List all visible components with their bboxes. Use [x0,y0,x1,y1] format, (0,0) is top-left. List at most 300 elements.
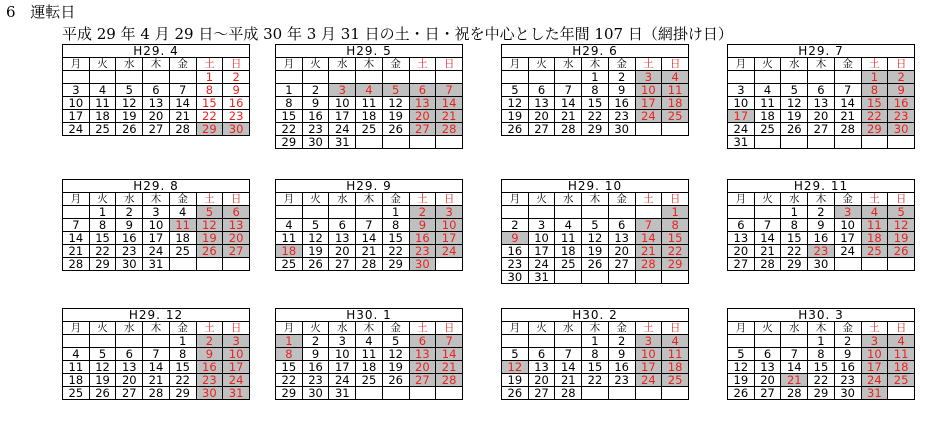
day-cell: 14 [834,97,861,110]
day-cell: 7 [834,84,861,97]
day-cell: 2 [834,335,861,348]
day-cell: 7 [143,348,170,361]
day-cell: 24 [528,258,555,271]
weekday-header: 月 [63,58,90,71]
day-cell: 8 [89,219,116,232]
section-title: 運転日 [30,3,76,21]
day-cell: 4 [63,348,90,361]
month-title: H29. 4 [62,44,250,57]
day-cell [728,71,755,84]
day-cell: 13 [329,232,356,245]
day-cell: 25 [662,110,689,123]
day-cell: 6 [116,348,143,361]
day-cell: 24 [436,245,463,258]
day-cell [808,136,835,149]
day-cell: 13 [409,97,436,110]
day-cell: 15 [861,97,888,110]
day-cell: 4 [555,219,582,232]
day-cell: 15 [808,361,835,374]
weekday-header: 水 [116,193,143,206]
day-cell [502,206,529,219]
weekday-header: 金 [834,322,861,335]
day-cell: 13 [528,97,555,110]
day-cell [555,71,582,84]
day-cell: 22 [662,245,689,258]
day-cell: 10 [635,84,662,97]
day-cell [356,206,383,219]
day-cell: 12 [302,232,329,245]
period-description: 平成 29 年 4 月 29 日～平成 30 年 3 月 31 日の土・日・祝を中心とした年間 107 日（網掛け日） [62,25,733,43]
day-cell: 9 [409,219,436,232]
day-cell: 5 [582,219,609,232]
day-cell: 25 [861,245,888,258]
day-cell: 12 [502,97,529,110]
day-cell: 26 [728,387,755,400]
day-cell: 23 [608,110,635,123]
day-cell: 24 [861,374,888,387]
day-cell: 19 [382,110,409,123]
day-cell: 31 [528,271,555,284]
day-cell: 13 [223,219,250,232]
day-cell: 16 [302,110,329,123]
day-cell: 22 [196,110,223,123]
weekday-header: 火 [754,58,781,71]
weekday-header: 金 [382,322,409,335]
day-cell: 10 [834,219,861,232]
day-cell: 19 [89,374,116,387]
day-cell [116,335,143,348]
month-title: H29. 7 [727,44,915,57]
day-cell: 15 [582,97,609,110]
day-cell: 8 [781,219,808,232]
day-cell: 23 [409,245,436,258]
day-cell [555,206,582,219]
day-cell: 6 [143,84,170,97]
day-cell: 15 [662,232,689,245]
weekday-header: 木 [808,322,835,335]
day-cell: 25 [89,123,116,136]
day-cell [728,206,755,219]
month-title: H30. 2 [501,308,689,321]
day-cell: 1 [662,206,689,219]
day-cell: 5 [502,348,529,361]
weekday-header: 火 [302,322,329,335]
day-cell [409,136,436,149]
day-cell: 17 [635,361,662,374]
weekday-header: 日 [436,58,463,71]
day-cell [169,258,196,271]
weekday-header: 日 [223,193,250,206]
day-cell: 16 [196,361,223,374]
weekday-header: 木 [582,58,609,71]
month-calendar [501,179,689,284]
day-cell: 4 [356,84,383,97]
weekday-header: 日 [662,193,689,206]
weekday-header: 金 [382,58,409,71]
day-cell: 11 [169,219,196,232]
day-cell: 7 [169,84,196,97]
day-cell: 18 [89,110,116,123]
day-cell: 6 [728,219,755,232]
day-cell: 20 [116,374,143,387]
day-cell: 11 [89,97,116,110]
day-cell: 27 [728,258,755,271]
day-cell [608,206,635,219]
weekday-header: 日 [436,322,463,335]
day-cell: 18 [356,110,383,123]
day-cell: 27 [808,123,835,136]
day-cell: 21 [356,245,383,258]
day-cell: 22 [169,374,196,387]
day-cell [436,258,463,271]
day-cell: 27 [223,245,250,258]
weekday-header: 水 [781,193,808,206]
day-cell: 13 [754,361,781,374]
day-cell: 20 [143,110,170,123]
day-cell: 20 [223,232,250,245]
weekday-header: 木 [582,322,609,335]
day-cell: 11 [276,232,303,245]
day-cell: 5 [502,84,529,97]
weekday-header: 木 [356,322,383,335]
day-cell: 19 [502,110,529,123]
day-cell: 15 [276,110,303,123]
day-cell: 8 [276,97,303,110]
weekday-header: 月 [276,58,303,71]
day-cell: 8 [861,84,888,97]
day-cell: 29 [276,136,303,149]
day-cell: 24 [143,245,170,258]
day-cell: 13 [808,97,835,110]
day-cell: 1 [582,335,609,348]
day-cell [502,335,529,348]
day-cell: 7 [754,219,781,232]
day-cell: 30 [196,387,223,400]
weekday-header: 土 [635,193,662,206]
day-cell: 8 [808,348,835,361]
day-cell: 8 [582,84,609,97]
day-cell [528,71,555,84]
day-cell: 2 [116,206,143,219]
day-cell: 10 [223,348,250,361]
day-cell: 1 [276,335,303,348]
day-cell: 23 [302,374,329,387]
day-cell: 21 [781,374,808,387]
weekday-header: 土 [861,58,888,71]
day-cell: 2 [502,219,529,232]
day-cell: 9 [302,97,329,110]
day-cell: 4 [89,84,116,97]
day-cell: 18 [169,232,196,245]
day-cell: 25 [276,258,303,271]
day-cell: 2 [409,206,436,219]
day-cell: 27 [754,387,781,400]
day-cell: 29 [582,123,609,136]
day-cell: 24 [635,110,662,123]
day-cell: 17 [436,232,463,245]
day-cell: 26 [302,258,329,271]
day-cell [356,136,383,149]
day-cell: 8 [582,348,609,361]
day-cell [382,136,409,149]
day-cell: 19 [302,245,329,258]
weekday-header: 火 [528,58,555,71]
day-cell: 1 [89,206,116,219]
day-cell: 8 [382,219,409,232]
day-cell: 14 [143,361,170,374]
day-cell [781,71,808,84]
day-cell [329,71,356,84]
day-cell: 10 [329,348,356,361]
month-calendar [501,308,689,400]
weekday-header: 金 [608,322,635,335]
weekday-header: 木 [582,193,609,206]
month-calendar [275,179,463,271]
weekday-header: 日 [888,193,915,206]
day-cell: 5 [116,84,143,97]
day-cell: 27 [116,387,143,400]
day-cell [582,206,609,219]
day-cell: 9 [502,232,529,245]
day-cell: 29 [662,258,689,271]
day-cell: 29 [781,258,808,271]
day-cell: 17 [223,361,250,374]
day-cell [582,387,609,400]
day-cell [223,258,250,271]
day-cell: 21 [169,110,196,123]
day-cell: 20 [528,374,555,387]
day-cell: 9 [302,348,329,361]
day-cell [89,71,116,84]
weekday-header: 月 [63,193,90,206]
day-cell [834,71,861,84]
month-calendar [62,44,250,136]
day-cell: 4 [888,335,915,348]
day-cell: 11 [356,97,383,110]
day-cell: 9 [608,348,635,361]
weekday-header: 水 [781,322,808,335]
day-cell: 8 [276,348,303,361]
day-cell: 22 [582,110,609,123]
weekday-header: 土 [409,58,436,71]
day-cell: 15 [582,361,609,374]
weekday-header: 金 [169,193,196,206]
day-cell [356,387,383,400]
weekday-header: 水 [329,58,356,71]
weekday-header: 土 [635,322,662,335]
day-cell: 6 [808,84,835,97]
day-cell: 10 [329,97,356,110]
day-cell: 23 [196,374,223,387]
month-calendar [727,44,915,149]
day-cell: 15 [382,232,409,245]
month-title: H29. 11 [727,179,915,192]
day-cell: 3 [635,71,662,84]
day-cell [635,206,662,219]
day-cell: 24 [329,123,356,136]
weekday-header: 土 [861,322,888,335]
day-cell: 7 [635,219,662,232]
day-cell [382,387,409,400]
day-cell: 17 [63,110,90,123]
day-cell: 2 [302,335,329,348]
day-cell: 1 [382,206,409,219]
day-cell [436,387,463,400]
day-cell: 27 [608,258,635,271]
day-cell: 26 [196,245,223,258]
weekday-header: 木 [808,193,835,206]
day-cell [169,71,196,84]
weekday-header: 月 [276,322,303,335]
day-cell: 12 [382,348,409,361]
month-title: H29. 8 [62,179,250,192]
month-calendar [62,179,250,271]
day-cell: 31 [143,258,170,271]
day-cell: 23 [116,245,143,258]
day-cell: 4 [754,84,781,97]
day-cell: 17 [834,232,861,245]
day-cell: 24 [223,374,250,387]
day-cell [63,335,90,348]
day-cell: 25 [555,258,582,271]
day-cell: 30 [302,136,329,149]
weekday-header: 土 [196,193,223,206]
day-cell: 10 [728,97,755,110]
day-cell: 18 [861,232,888,245]
day-cell: 8 [196,84,223,97]
weekday-header: 月 [276,193,303,206]
day-cell [754,335,781,348]
day-cell: 14 [356,232,383,245]
day-cell: 6 [409,335,436,348]
day-cell: 6 [754,348,781,361]
day-cell: 28 [63,258,90,271]
weekday-header: 日 [223,58,250,71]
day-cell: 14 [169,97,196,110]
day-cell: 7 [356,219,383,232]
day-cell: 28 [555,387,582,400]
weekday-header: 火 [89,322,116,335]
day-cell: 12 [781,97,808,110]
day-cell [89,335,116,348]
weekday-header: 水 [555,58,582,71]
day-cell: 15 [276,361,303,374]
day-cell: 30 [116,258,143,271]
day-cell: 30 [608,123,635,136]
day-cell: 22 [382,245,409,258]
day-cell: 27 [409,123,436,136]
day-cell: 26 [888,245,915,258]
day-cell: 9 [223,84,250,97]
day-cell: 26 [502,123,529,136]
month-title: H29. 10 [501,179,689,192]
day-cell: 11 [662,84,689,97]
day-cell: 22 [89,245,116,258]
day-cell: 17 [861,361,888,374]
day-cell [635,123,662,136]
day-cell: 1 [276,84,303,97]
day-cell: 19 [382,361,409,374]
day-cell: 25 [63,387,90,400]
day-cell: 25 [356,374,383,387]
day-cell: 6 [608,219,635,232]
day-cell: 12 [502,361,529,374]
day-cell: 27 [528,123,555,136]
day-cell: 9 [888,84,915,97]
day-cell: 27 [409,374,436,387]
weekday-header: 月 [502,193,529,206]
day-cell: 17 [329,110,356,123]
month-calendar [727,179,915,271]
month-title: H29. 9 [275,179,463,192]
day-cell: 28 [143,387,170,400]
weekday-header: 水 [116,322,143,335]
day-cell [834,258,861,271]
day-cell [63,71,90,84]
day-cell: 5 [89,348,116,361]
day-cell: 20 [329,245,356,258]
day-cell: 17 [329,361,356,374]
weekday-header: 水 [329,322,356,335]
day-cell: 9 [834,348,861,361]
day-cell [662,123,689,136]
day-cell: 18 [662,361,689,374]
weekday-header: 土 [861,193,888,206]
day-cell: 28 [834,123,861,136]
day-cell [143,335,170,348]
day-cell: 16 [223,97,250,110]
month-calendar [275,308,463,400]
day-cell: 16 [409,232,436,245]
day-cell: 14 [635,232,662,245]
day-cell: 19 [582,245,609,258]
day-cell: 28 [436,123,463,136]
day-cell: 21 [555,110,582,123]
day-cell [808,71,835,84]
day-cell: 3 [63,84,90,97]
day-cell: 15 [781,232,808,245]
day-cell [409,387,436,400]
day-cell [781,335,808,348]
day-cell: 17 [528,245,555,258]
day-cell: 2 [888,71,915,84]
day-cell: 3 [861,335,888,348]
month-title: H30. 3 [727,308,915,321]
day-cell: 18 [754,110,781,123]
day-cell: 30 [302,387,329,400]
day-cell: 6 [223,206,250,219]
day-cell: 11 [754,97,781,110]
day-cell: 25 [662,374,689,387]
day-cell: 1 [861,71,888,84]
weekday-header: 月 [502,322,529,335]
day-cell: 11 [888,348,915,361]
day-cell: 23 [223,110,250,123]
day-cell: 22 [808,374,835,387]
day-cell: 11 [63,361,90,374]
day-cell: 23 [302,123,329,136]
day-cell [409,71,436,84]
day-cell: 10 [528,232,555,245]
day-cell: 16 [834,361,861,374]
weekday-header: 木 [143,193,170,206]
weekday-header: 金 [608,193,635,206]
day-cell: 20 [409,110,436,123]
day-cell: 3 [528,219,555,232]
weekday-header: 水 [555,193,582,206]
day-cell: 30 [888,123,915,136]
day-cell [302,206,329,219]
